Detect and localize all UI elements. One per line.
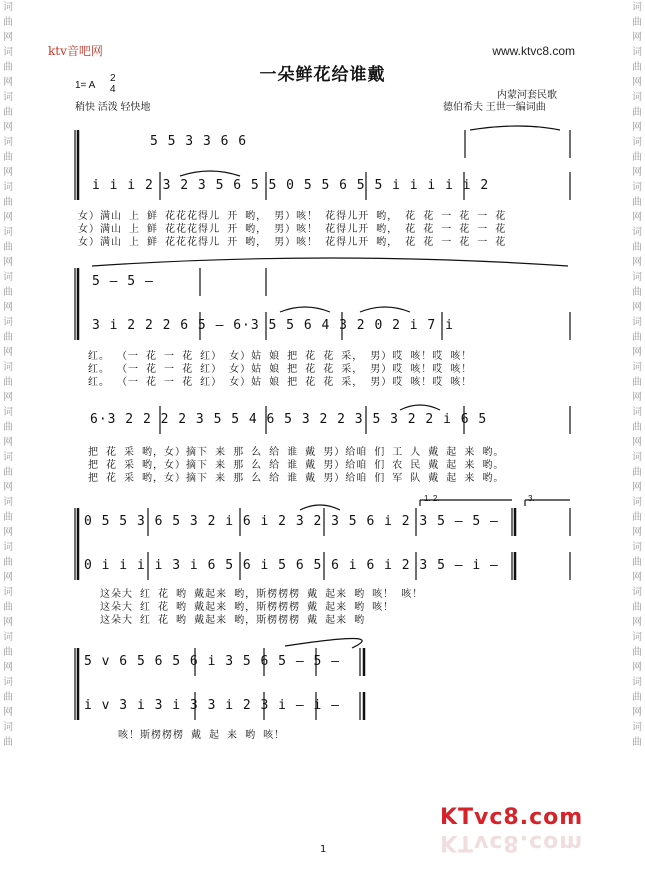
volta-3-label: 3. xyxy=(528,494,535,503)
logo-reflection-text: KTvc8.com xyxy=(440,830,584,855)
watermark-char: 网 xyxy=(3,707,13,718)
watermark-char: 曲 xyxy=(632,512,642,523)
watermark-char: 词 xyxy=(632,47,642,58)
watermark-char: 网 xyxy=(632,482,642,493)
watermark-char: 词 xyxy=(3,47,13,58)
watermark-char: 曲 xyxy=(632,62,642,73)
watermark-char: 曲 xyxy=(632,107,642,118)
watermark-char: 词 xyxy=(3,92,13,103)
watermark-char: 曲 xyxy=(3,197,13,208)
watermark-char: 网 xyxy=(3,347,13,358)
watermark-char: 网 xyxy=(632,572,642,583)
watermark-char: 曲 xyxy=(632,152,642,163)
system-4-upper-notes: 0 5 5 3 6 5 3 2 i 6 i 2 3 2 3 5 6 i 2 3 5 — 5 — xyxy=(84,514,499,529)
watermark-char: 曲 xyxy=(3,647,13,658)
watermark-char: 网 xyxy=(632,257,642,268)
watermark-char: 曲 xyxy=(3,62,13,73)
system-4-lyric-3: 这朵大 红 花 哟 戴起来 哟，斯楞楞楞 戴 起来 哟 xyxy=(100,615,366,626)
watermark-char: 词 xyxy=(3,497,13,508)
watermark-char: 曲 xyxy=(3,692,13,703)
watermark-char: 词 xyxy=(632,227,642,238)
watermark-char: 词 xyxy=(632,182,642,193)
watermark-char: 词 xyxy=(632,272,642,283)
watermark-char: 曲 xyxy=(632,332,642,343)
watermark-char: 曲 xyxy=(632,377,642,388)
watermark-char: 曲 xyxy=(3,602,13,613)
watermark-char: 网 xyxy=(3,617,13,628)
watermark-char: 曲 xyxy=(632,557,642,568)
system-3-lyric-2: 把 花 采 哟，女）摘下 来 那 么 给 谁 戴 男）给咱 们 农 民 戴 起 来 哟。 xyxy=(88,460,505,471)
watermark-char: 词 xyxy=(3,407,13,418)
watermark-char: 词 xyxy=(3,722,13,733)
watermark-char: 曲 xyxy=(3,467,13,478)
system-1-lyric-2: 女）满山 上 鲜 花花花得儿 开 哟， 男）咳！ 花得儿开 哟， 花 花 一 花 一 花 xyxy=(78,224,507,235)
watermark-char: 曲 xyxy=(632,737,642,748)
watermark-char: 词 xyxy=(632,722,642,733)
watermark-char: 词 xyxy=(632,362,642,373)
watermark-char: 词 xyxy=(632,542,642,553)
watermark-char: 词 xyxy=(3,227,13,238)
watermark-char: 网 xyxy=(3,167,13,178)
watermark-char: 网 xyxy=(3,212,13,223)
system-2-lyric-1: 红。 （一 花 一 花 红） 女）姑 娘 把 花 花 采， 男）哎 咳！哎 咳！ xyxy=(88,351,473,362)
site-url[interactable]: www.ktvc8.com xyxy=(492,44,575,58)
system-2-lyric-2: 红。 （一 花 一 花 红） 女）姑 娘 把 花 花 采， 男）哎 咳！哎 咳！ xyxy=(88,364,473,375)
watermark-char: 词 xyxy=(632,497,642,508)
watermark-char: 曲 xyxy=(632,602,642,613)
system-1-lower-notes: i i i 2 3 2 3 5 6 5 5 0 5 5 6 5 5 i i i i i 2 xyxy=(92,178,490,193)
watermark-char: 词 xyxy=(632,587,642,598)
watermark-char: 曲 xyxy=(632,422,642,433)
key-signature: 1= A xyxy=(75,80,96,91)
system-4-lyric-2: 这朵大 红 花 哟 戴起来 哟，斯楞楞楞 戴 起来 哟 咳！ xyxy=(100,602,395,613)
watermark-char: 曲 xyxy=(3,287,13,298)
watermark-char: 曲 xyxy=(3,422,13,433)
system-2-lyric-3: 红。 （一 花 一 花 红） 女）姑 娘 把 花 花 采， 男）哎 咳！哎 咳！ xyxy=(88,377,473,388)
watermark-char: 网 xyxy=(3,437,13,448)
volta-1-2-label: 1. 2. xyxy=(424,494,440,503)
system-1-upper-notes: 5 5 3 3 6 6 xyxy=(150,134,248,149)
watermark-char: 网 xyxy=(3,662,13,673)
tempo-marking: 稍快 活泼 轻快地 xyxy=(75,102,151,113)
watermark-char: 曲 xyxy=(632,467,642,478)
watermark-char: 曲 xyxy=(3,17,13,28)
watermark-char: 网 xyxy=(632,302,642,313)
system-3-notes: 6·3 2 2 2 2 3 5 5 4 6 5 3 2 2 3 5 3 2 2 i 6 5 xyxy=(90,412,488,427)
watermark-char: 曲 xyxy=(3,332,13,343)
watermark-char: 网 xyxy=(632,662,642,673)
watermark-char: 网 xyxy=(3,527,13,538)
watermark-char: 词 xyxy=(632,137,642,148)
watermark-char: 词 xyxy=(3,587,13,598)
watermark-char: 网 xyxy=(632,392,642,403)
watermark-char: 词 xyxy=(3,182,13,193)
watermark-char: 词 xyxy=(632,407,642,418)
watermark-char: 词 xyxy=(3,362,13,373)
watermark-char: 词 xyxy=(3,317,13,328)
watermark-char: 网 xyxy=(3,392,13,403)
watermark-char: 曲 xyxy=(632,242,642,253)
system-5-lower-notes: i v 3 i 3 i 3 3 i 2 3 i — i — xyxy=(84,698,340,713)
watermark-char: 词 xyxy=(632,677,642,688)
watermark-char: 网 xyxy=(632,527,642,538)
watermark-char: 词 xyxy=(3,452,13,463)
watermark-char: 网 xyxy=(632,77,642,88)
brand-label: ktv音吧网 xyxy=(48,44,103,58)
watermark-char: 网 xyxy=(3,302,13,313)
song-credits: 德伯希夫 王世一编词曲 xyxy=(443,102,546,113)
watermark-char: 曲 xyxy=(3,242,13,253)
system-1-lyric-3: 女）满山 上 鲜 花花花得儿 开 哟， 男）咳！ 花得儿开 哟， 花 花 一 花 一 花 xyxy=(78,237,507,248)
watermark-char: 网 xyxy=(3,482,13,493)
watermark-char: 网 xyxy=(632,32,642,43)
time-signature-bottom: 4 xyxy=(110,84,116,95)
ktvc8-logo[interactable] xyxy=(440,805,583,830)
watermark-char: 网 xyxy=(632,122,642,133)
watermark-char: 网 xyxy=(632,347,642,358)
watermark-char: 网 xyxy=(3,572,13,583)
watermark-char: 曲 xyxy=(3,152,13,163)
watermark-char: 词 xyxy=(632,317,642,328)
system-2-upper-notes: 5 — 5 — xyxy=(92,274,154,289)
system-4-lyric-1: 这朵大 红 花 哟 戴起来 哟，斯楞楞楞 戴 起来 哟 咳！ 咳！ xyxy=(100,589,424,600)
watermark-char: 网 xyxy=(632,212,642,223)
system-5-upper-notes: 5 v 6 5 6 5 6 i 3 5 6 5 — 5 — xyxy=(84,654,340,669)
watermark-char: 曲 xyxy=(632,197,642,208)
watermark-char: 曲 xyxy=(632,647,642,658)
watermark-char: 曲 xyxy=(632,692,642,703)
system-5-lyric-1: 咳！斯楞楞楞 戴 起 来 哟 咳！ xyxy=(118,730,286,741)
watermark-char: 词 xyxy=(632,92,642,103)
system-3-lyric-3: 把 花 采 哟，女）摘下 来 那 么 给 谁 戴 男）给咱 们 军 队 戴 起 来 哟。 xyxy=(88,473,505,484)
watermark-char: 词 xyxy=(632,2,642,13)
system-4-lower-notes: 0 i i i i 3 i 6 5 6 i 5 6 5 6 i 6 i 2 3 5 — i — xyxy=(84,558,499,573)
watermark-char: 词 xyxy=(3,272,13,283)
page-number: 1 xyxy=(320,844,327,855)
system-3-lyric-1: 把 花 采 哟，女）摘下 来 那 么 给 谁 戴 男）给咱 们 工 人 戴 起 来 哟。 xyxy=(88,447,505,458)
watermark-char: 网 xyxy=(632,617,642,628)
ktvc8-logo-reflection xyxy=(440,830,583,855)
watermark-char: 曲 xyxy=(3,107,13,118)
watermark-char: 曲 xyxy=(3,557,13,568)
watermark-char: 网 xyxy=(3,122,13,133)
watermark-char: 词 xyxy=(632,452,642,463)
watermark-char: 曲 xyxy=(3,512,13,523)
system-1-lyric-1: 女）满山 上 鲜 花花花得儿 开 哟， 男）咳！ 花得儿开 哟， 花 花 一 花 一 花 xyxy=(78,211,507,222)
time-signature-top: 2 xyxy=(110,73,116,84)
logo-text: KTvc8.com xyxy=(440,805,584,830)
watermark-char: 网 xyxy=(3,257,13,268)
watermark-char: 词 xyxy=(632,632,642,643)
watermark-char: 网 xyxy=(632,167,642,178)
watermark-char: 曲 xyxy=(632,287,642,298)
song-origin: 内蒙河套民歌 xyxy=(497,90,557,101)
system-2-lower-notes: 3 i 2 2 2 6 5 — 6·3 5 5 6 4 3 2 0 2 i 7 i xyxy=(92,318,454,333)
watermark-char: 词 xyxy=(3,137,13,148)
song-title: 一朵鲜花给谁戴 xyxy=(259,65,386,85)
watermark-char: 曲 xyxy=(3,377,13,388)
watermark-char: 词 xyxy=(3,542,13,553)
watermark-char: 词 xyxy=(3,2,13,13)
watermark-char: 网 xyxy=(632,707,642,718)
watermark-char: 曲 xyxy=(632,17,642,28)
watermark-char: 网 xyxy=(3,32,13,43)
watermark-char: 词 xyxy=(3,677,13,688)
watermark-char: 词 xyxy=(3,632,13,643)
watermark-char: 网 xyxy=(632,437,642,448)
watermark-char: 曲 xyxy=(3,737,13,748)
watermark-char: 网 xyxy=(3,77,13,88)
